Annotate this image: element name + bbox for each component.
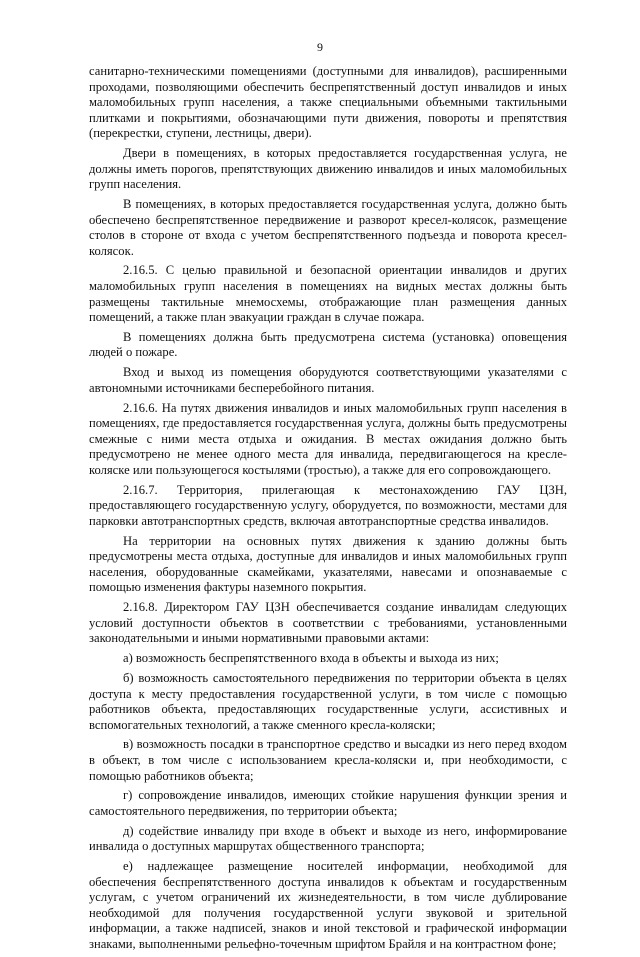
list-item-d: д) содействие инвалиду при входе в объект и выходе из него, информирование инвалида о доступных маршрутах общественного транспорта; [89, 823, 567, 854]
paragraph-9: На территории на основных путях движения к зданию должны быть предусмотрены места отдыха, доступные для инвалидов и иных маломобильных групп населения, оборудованные скамейками, указателями, навесами и опознаваемые с помощью изменения фактуры наземного покрытия. [89, 533, 567, 595]
paragraph-7: 2.16.6. На путях движения инвалидов и иных маломобильных групп населения в помещениях, где предоставляется государственная услуга, должны быть предусмотрены смежные с ними места отдыха и ожидания. В местах ожидания должно быть предусмотрено не менее одного места для инвалида, передвигающегося на кресле-коляске или пользующегося костылями (тростью), а также для его сопровождающего. [89, 400, 567, 477]
list-item-g: г) сопровождение инвалидов, имеющих стойкие нарушения функции зрения и самостоятельного передвижения, по территории объекта; [89, 788, 567, 818]
paragraph-8: 2.16.7. Территория, прилегающая к местонахождению ГАУ ЦЗН, предоставляющего государственную услугу, оборудуется, по возможности, местами для парковки автотранспортных средств, включая автотранспортные средства инвалидов. [89, 482, 567, 528]
page-number: 9 [317, 40, 323, 54]
paragraph-10: 2.16.8. Директором ГАУ ЦЗН обеспечивается создание инвалидам следующих условий доступности объектов в соответствии с требованиями, установленными законодательными и иными нормативными правовыми актами: [89, 600, 567, 646]
paragraph-2: Двери в помещениях, в которых предоставляется государственная услуга, не должны иметь порогов, препятствующих движению инвалидов и иных маломобильных групп населения. [89, 146, 567, 192]
paragraph-6: Вход и выход из помещения оборудуются соответствующими указателями с автономными источниками бесперебойного питания. [89, 365, 567, 395]
paragraph-5: В помещениях должна быть предусмотрена система (установка) оповещения людей о пожаре. [89, 329, 567, 360]
paragraph-1: санитарно-техническими помещениями (доступными для инвалидов), расширенными проходами, позволяющими обеспечить беспрепятственный доступ инвалидов и иных маломобильных групп населения, а также специальными объемными тактильными плитками и покрытиями, обозначающими пути движения, повороты и препятствия (перекрестки, ступени, лестницы, двери). [89, 64, 567, 141]
paragraph-3: В помещениях, в которых предоставляется государственная услуга, должно быть обеспечено беспрепятственное передвижение и разворот кресел-колясок, размещение столов в стороне от входа с учетом беспрепятственного подъезда и поворота кресел-колясок. [89, 196, 567, 258]
list-item-e: е) надлежащее размещение носителей информации, необходимой для обеспечения беспрепятственного доступа инвалидов к объектам и государственным услугам, с учетом ограничений их жизнедеятельности, в том числе дублирование необходимой для получения государственной услуги звуковой и зрительной информации, а также надписей, знаков и иной текстовой и графической информации знаками, выполненными рельефно-точечным шрифтом Брайля и на контрастном фоне; [89, 859, 567, 951]
list-item-b: б) возможность самостоятельного передвижения по территории объекта в целях доступа к месту предоставления государственной услуги, в том числе с помощью работников объекта, предоставляющих государственные услуги, ассистивных и вспомогательных технологий, а также сменного кресла-коляски; [89, 670, 567, 732]
list-item-a: а) возможность беспрепятственного входа в объекты и выхода из них; [123, 651, 499, 666]
document-body [89, 64, 567, 957]
list-item-v: в) возможность посадки в транспортное средство и высадки из него перед входом в объект, в том числе с использованием кресла-коляски и, при необходимости, с помощью работников объекта; [89, 737, 567, 783]
paragraph-4: 2.16.5. С целью правильной и безопасной ориентации инвалидов и других маломобильных групп населения в помещениях на видных местах должны быть размещены тактильные мнемосхемы, отображающие план размещения данных помещений, а также план эвакуации граждан в случае пожара. [89, 263, 567, 325]
